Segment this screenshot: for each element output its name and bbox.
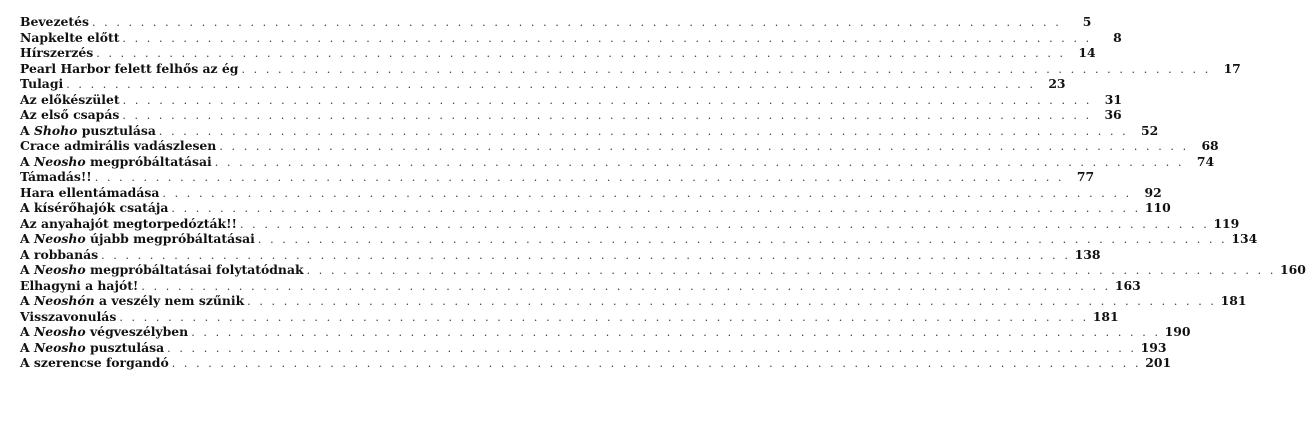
dot-leader: . . . . . . . . . . . . . . . . . . . . . . . . . . . . . . . . . . . . . . . . . . . . . . . . . . . . . . . . . . . . . . . . . . . . . . . . . . . . . . . . — [214, 155, 1185, 169]
toc-entry — [20, 169, 1095, 185]
toc-entry-ship-name: Neosho — [33, 339, 86, 355]
toc-entry-title-suffix: pusztulása — [85, 339, 165, 355]
toc-entry-title: Támadás!! — [20, 169, 92, 184]
dot-leader: . . . . . . . . . . . . . . . . . . . . . . . . . . . . . . . . . . . . . . . . . . . . . . . . . . . . . . . . . . . . . . . . . . . . . . . . . . . . . . . . — [257, 233, 1228, 246]
table-of-contents — [20, 14, 1306, 371]
toc-entry-page-number: 5 — [1082, 14, 1092, 29]
toc-entry-page-number: 201 — [1145, 355, 1172, 370]
toc-entry-page-number: 36 — [1104, 107, 1122, 122]
toc-entry-title-prefix: A — [20, 262, 34, 277]
dot-leader: . . . . . . . . . . . . . . . . . . . . . . . . . . . . . . . . . . . . . . . . . . . . . . . . . . . . . . . . . . . . . . . . . . . . . . . . . . . . . . . . — [141, 279, 1111, 293]
toc-entry — [20, 308, 1119, 325]
toc-entry-title — [20, 340, 167, 356]
toc-entry — [20, 339, 1167, 356]
toc-entry-title: Hara ellentámadása — [20, 184, 160, 200]
toc-entry-page-number: 138 — [1074, 246, 1101, 262]
toc-entry-title: Tulagi — [20, 76, 64, 91]
toc-entry-page-number: 92 — [1144, 184, 1162, 200]
dot-leader: . . . . . . . . . . . . . . . . . . . . . . . . . . . . . . . . . . . . . . . . . . . . . . . . . . . . . . . . . . . . . . . . . . . . . . . . . . . . . . . . — [94, 171, 1065, 184]
toc-entry-page-number: 23 — [1048, 76, 1066, 91]
toc-entry-page-number: 14 — [1078, 45, 1096, 60]
toc-entry-title: Visszavonulás — [20, 308, 117, 324]
dot-leader: . . . . . . . . . . . . . . . . . . . . . . . . . . . . . . . . . . . . . . . . . . . . . . . . . . . . . . . . . . . . . . . . . . . . . . . . . . . . . . . . — [171, 357, 1142, 370]
toc-entry — [20, 246, 1101, 263]
dot-leader: . . . . . . . . . . . . . . . . . . . . . . . . . . . . . . . . . . . . . . . . . . . . . . . . . . . . . . . . . . . . . . . . . . . . . . . . . . . . . . . . — [122, 109, 1092, 122]
toc-entry-page-number: 110 — [1144, 200, 1171, 215]
toc-entry — [20, 29, 1122, 46]
toc-entry — [20, 184, 1162, 201]
toc-entry-title: Az előkészület — [20, 91, 120, 107]
toc-entry-title-suffix: végveszélyben — [85, 324, 189, 339]
dot-leader: . . . . . . . . . . . . . . . . . . . . . . . . . . . . . . . . . . . . . . . . . . . . . . . . . . . . . . . . . . . . . . . . . . . . . . . . . . . . . . . . — [162, 186, 1132, 200]
toc-entry-page-number: 181 — [1092, 308, 1119, 324]
toc-entry — [20, 324, 1191, 340]
toc-entry — [20, 91, 1122, 108]
dot-leader: . . . . . . . . . . . . . . . . . . . . . . . . . . . . . . . . . . . . . . . . . . . . . . . . . . . . . . . . . . . . . . . . . . . . . . . . . . . . . . . . — [122, 31, 1092, 45]
toc-entry — [20, 138, 1219, 154]
toc-entry-ship-name: Neosho — [33, 262, 86, 277]
toc-entry-title — [20, 324, 191, 340]
toc-entry-title-prefix: A — [20, 153, 34, 169]
toc-entry-title-suffix: megpróbáltatásai folytatódnak — [85, 262, 304, 277]
toc-entry-title: A szerencse forgandó — [20, 355, 169, 370]
toc-entry-page-number: 52 — [1141, 122, 1159, 138]
dot-leader: . . . . . . . . . . . . . . . . . . . . . . . . . . . . . . . . . . . . . . . . . . . . . . . . . . . . . . . . . . . . . . . . . . . . . . . . . . . . . . . . — [96, 47, 1066, 60]
toc-entry-page-number: 77 — [1076, 169, 1095, 184]
toc-entry-page-number: 190 — [1164, 324, 1191, 339]
toc-entry-title: A kísérőhajók csatája — [20, 200, 169, 215]
toc-entry-title: Az anyahajót megtorpedózták!! — [20, 215, 237, 231]
toc-entry-page-number: 181 — [1220, 293, 1247, 308]
toc-entry-title: Az első csapás — [20, 107, 120, 122]
dot-leader: . . . . . . . . . . . . . . . . . . . . . . . . . . . . . . . . . . . . . . . . . . . . . . . . . . . . . . . . . . . . . . . . . . . . . . . . . . . . . . . . — [122, 93, 1092, 107]
toc-entry-page-number: 160 — [1280, 262, 1306, 277]
dot-leader: . . . . . . . . . . . . . . . . . . . . . . . . . . . . . . . . . . . . . . . . . . . . . . . . . . . . . . . . . . . . . . . . . . . . . . . . . . . . . . . . — [101, 248, 1071, 262]
toc-entry-page-number: 163 — [1114, 277, 1141, 293]
toc-entry — [20, 45, 1096, 61]
toc-entry-title — [20, 154, 215, 170]
toc-entry-title: A robbanás — [20, 246, 99, 262]
toc-entry-title — [20, 262, 307, 278]
toc-entry-title: Hírszerzés — [20, 45, 94, 60]
toc-entry-ship-name: Neosho — [33, 231, 86, 246]
toc-entry-page-number: 193 — [1140, 339, 1167, 355]
toc-entry-title-prefix: A — [20, 339, 34, 355]
toc-entry-ship-name: Neosho — [33, 153, 86, 169]
dot-leader: . . . . . . . . . . . . . . . . . . . . . . . . . . . . . . . . . . . . . . . . . . . . . . . . . . . . . . . . . . . . . . . . . . . . . . . . . . . . . . . . — [171, 202, 1141, 215]
dot-leader: . . . . . . . . . . . . . . . . . . . . . . . . . . . . . . . . . . . . . . . . . . . . . . . . . . . . . . . . . . . . . . . . . . . . . . . . . . . . . . . . — [167, 341, 1137, 355]
toc-entry-title-suffix: a veszély nem szűnik — [94, 293, 245, 308]
toc-entry-page-number: 17 — [1223, 60, 1241, 76]
toc-entry-page-number: 134 — [1231, 231, 1258, 246]
toc-entry-title — [20, 123, 159, 139]
dot-leader: . . . . . . . . . . . . . . . . . . . . . . . . . . . . . . . . . . . . . . . . . . . . . . . . . . . . . . . . . . . . . . . . . . . . . . . . . . . . . . . . — [239, 217, 1210, 231]
toc-entry-page-number: 31 — [1104, 91, 1122, 107]
dot-leader: . . . . . . . . . . . . . . . . . . . . . . . . . . . . . . . . . . . . . . . . . . . . . . . . . . . . . . . . . . . . . . . . . . . . . . . . . . . . . . . . — [158, 124, 1129, 138]
toc-entry-title-suffix: megpróbáltatásai — [85, 153, 212, 169]
toc-entry — [20, 355, 1172, 371]
toc-entry — [20, 231, 1258, 247]
toc-entry-title-prefix: A — [20, 231, 34, 246]
toc-entry — [20, 14, 1092, 30]
dot-leader: . . . . . . . . . . . . . . . . . . . . . . . . . . . . . . . . . . . . . . . . . . . . . . . . . . . . . . . . . . . . . . . . . . . . . . . . . . . . . . . . — [219, 140, 1189, 153]
toc-entry — [20, 200, 1171, 216]
toc-entry-title: Crace admirális vadászlesen — [20, 138, 217, 153]
toc-entry-page-number: 68 — [1201, 138, 1219, 153]
dot-leader: . . . . . . . . . . . . . . . . . . . . . . . . . . . . . . . . . . . . . . . . . . . . . . . . . . . . . . . . . . . . . . . . . . . . . . . . . . . . . . . . — [91, 16, 1062, 29]
toc-entry-title-prefix: A — [20, 324, 34, 339]
toc-entry-ship-name: Neoshón — [33, 293, 95, 308]
dot-leader: . . . . . . . . . . . . . . . . . . . . . . . . . . . . . . . . . . . . . . . . . . . . . . . . . . . . . . . . . . . . . . . . . . . . . . . . . . . . . . . . — [66, 78, 1036, 91]
toc-entry — [20, 76, 1066, 92]
dot-leader: . . . . . . . . . . . . . . . . . . . . . . . . . . . . . . . . . . . . . . . . . . . . . . . . . . . . . . . . . . . . . . . . . . . . . . . . . . . . . . . . — [119, 310, 1089, 324]
toc-entry-title: Elhagyni a hajót! — [20, 277, 139, 293]
dot-leader: . . . . . . . . . . . . . . . . . . . . . . . . . . . . . . . . . . . . . . . . . . . . . . . . . . . . . . . . . . . . . . . . . . . . . . . . . . . . . . . . — [191, 326, 1161, 339]
toc-entry-title-prefix: A — [20, 293, 34, 308]
toc-entry — [20, 153, 1215, 170]
dot-leader: . . . . . . . . . . . . . . . . . . . . . . . . . . . . . . . . . . . . . . . . . . . . . . . . . . . . . . . . . . . . . . . . . . . . . . . . . . . . . . . . — [247, 295, 1217, 308]
toc-entry-title: Napkelte előtt — [20, 29, 120, 45]
toc-entry-title — [20, 293, 247, 309]
toc-entry-title — [20, 231, 258, 247]
toc-entry — [20, 277, 1141, 294]
toc-entry-page-number: 8 — [1113, 29, 1122, 45]
toc-entry-title: Pearl Harbor felett felhős az ég — [20, 60, 239, 76]
toc-entry-title-suffix: pusztulása — [77, 122, 156, 138]
toc-entry — [20, 122, 1159, 139]
toc-entry — [20, 215, 1240, 232]
toc-entry-title: Bevezetés — [20, 14, 89, 29]
toc-entry — [20, 293, 1247, 309]
toc-entry-title-prefix: A — [20, 122, 34, 138]
toc-entry-ship-name: Shoho — [33, 122, 78, 138]
toc-entry-page-number: 74 — [1196, 153, 1215, 169]
dot-leader: . . . . . . . . . . . . . . . . . . . . . . . . . . . . . . . . . . . . . . . . . . . . . . . . . . . . . . . . . . . . . . . . . . . . . . . . . . . . . . . . — [241, 62, 1211, 76]
toc-entry — [20, 60, 1241, 77]
toc-entry-ship-name: Neosho — [33, 324, 86, 339]
toc-entry — [20, 107, 1122, 123]
toc-entry — [20, 262, 1306, 278]
toc-entry-title-suffix: újabb megpróbáltatásai — [85, 231, 255, 246]
dot-leader: . . . . . . . . . . . . . . . . . . . . . . . . . . . . . . . . . . . . . . . . . . . . . . . . . . . . . . . . . . . . . . . . . . . . . . . . . . . . . . . . — [306, 264, 1276, 277]
toc-entry-page-number: 119 — [1213, 215, 1240, 231]
